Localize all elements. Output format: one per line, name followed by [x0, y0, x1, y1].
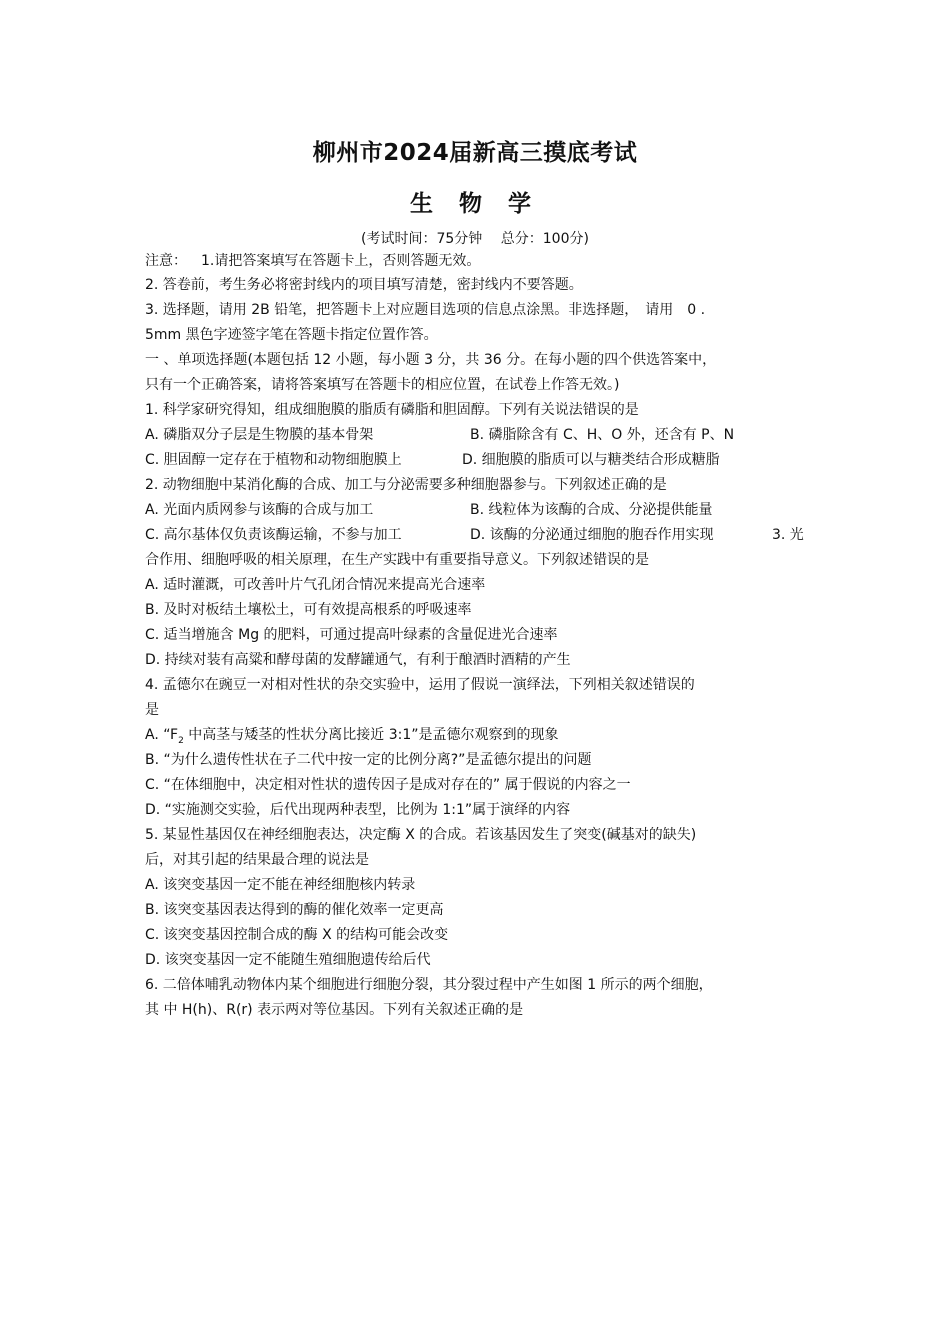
q4-option-a-post: 中高茎与矮茎的性状分离比接近 3:1”是孟德尔观察到的现象	[183, 727, 559, 743]
q4-stem-1: 4. 孟德尔在豌豆一对相对性状的杂交实验中，运用了假说一演绎法，下列相关叙述错误的	[145, 677, 695, 693]
q1-option-a: A. 磷脂双分子层是生物膜的基本骨架	[145, 427, 374, 443]
q1-option-c: C. 胆固醇一定存在于植物和动物细胞膜上	[145, 452, 402, 468]
note-line-3b: 5mm 黑色字迹签字笔在答题卡指定位置作答。	[145, 327, 438, 343]
q2-stem: 2. 动物细胞中某消化酶的合成、加工与分泌需要多种细胞器参与。下列叙述正确的是	[145, 477, 667, 493]
q3-option-a: A. 适时灌溉，可改善叶片气孔闭合情况来提高光合速率	[145, 577, 486, 593]
q3-stem-start: 3. 光	[772, 527, 804, 543]
q4-option-c: C. “在体细胞中，决定相对性状的遗传因子是成对存在的” 属于假说的内容之一	[145, 777, 631, 793]
q3-option-c: C. 适当增施含 Mg 的肥料，可通过提高叶绿素的含量促进光合速率	[145, 627, 558, 643]
subject-title: 生 物 学	[409, 191, 540, 217]
q2-option-d: D. 该酶的分泌通过细胞的胞吞作用实现	[470, 527, 714, 543]
note-label: 注意：	[145, 253, 187, 269]
q1-option-d: D. 细胞膜的脂质可以与糖类结合形成糖脂	[462, 452, 720, 468]
q4-option-a-pre: A. “F	[145, 727, 179, 743]
q6-stem-1: 6. 二倍体哺乳动物体内某个细胞进行细胞分裂，其分裂过程中产生如图 1 所示的两个细胞，	[145, 977, 713, 993]
q6-stem-2: 其 中 H(h)、R(r) 表示两对等位基因。下列有关叙述正确的是	[145, 1002, 524, 1018]
q3-stem: 合作用、细胞呼吸的相关原理，在生产实践中有重要指导意义。下列叙述错误的是	[145, 552, 649, 568]
q3-option-b: B. 及时对板结土壤松土，可有效提高根系的呼吸速率	[145, 602, 472, 618]
q5-option-d: D. 该突变基因一定不能随生殖细胞遗传给后代	[145, 952, 431, 968]
section-line-2: 只有一个正确答案，请将答案填写在答题卡的相应位置，在试卷上作答无效。)	[145, 377, 620, 393]
q3-option-d: D. 持续对装有高粱和酵母菌的发酵罐通气，有利于酿酒时酒精的产生	[145, 652, 571, 668]
q4-option-b: B. “为什么遗传性状在子二代中按一定的比例分离?”是孟德尔提出的问题	[145, 752, 592, 768]
note-line-2: 2. 答卷前，考生务必将密封线内的项目填写清楚，密封线内不要答题。	[145, 277, 583, 293]
q2-option-a: A. 光面内质网参与该酶的合成与加工	[145, 502, 374, 518]
q5-option-c: C. 该突变基因控制合成的酶 X 的结构可能会改变	[145, 927, 449, 943]
section-line-1: 一 、单项选择题(本题包括 12 小题，每小题 3 分，共 36 分。在每小题的四个供选答案中，	[145, 352, 717, 368]
note-text: 1.请把答案填写在答题卡上，否则答题无效。	[201, 253, 481, 269]
q1-stem: 1. 科学家研究得知，组成细胞膜的脂质有磷脂和胆固醇。下列有关说法错误的是	[145, 402, 639, 418]
q2-option-c: C. 高尔基体仅负责该酶运输，不参与加工	[145, 527, 402, 543]
q2-option-b: B. 线粒体为该酶的合成、分泌提供能量	[470, 502, 713, 518]
q5-option-a: A. 该突变基因一定不能在神经细胞核内转录	[145, 877, 416, 893]
page-title: 柳州市2024届新高三摸底考试	[312, 140, 638, 166]
note-line-3a: 3. 选择题，请用 2B 铅笔，把答题卡上对应题目选项的信息点涂黑。非选择题， 请用 0 .	[145, 302, 706, 318]
exam-info: (考试时间：75分钟 总分：100分)	[361, 231, 589, 247]
q5-stem-2: 后，对其引起的结果最合理的说法是	[145, 852, 369, 868]
q5-stem-1: 5. 某显性基因仅在神经细胞表达，决定酶 X 的合成。若该基因发生了突变(碱基对的缺失)	[145, 827, 697, 843]
q4-option-a	[145, 725, 559, 751]
q4-option-a-sub: 2	[178, 735, 184, 746]
q4-option-d: D. “实施测交实验，后代出现两种表型，比例为 1:1”属于演绎的内容	[145, 802, 571, 818]
q1-option-b: B. 磷脂除含有 C、H、O 外，还含有 P、N	[470, 427, 735, 443]
note-line-1	[145, 251, 480, 271]
q4-stem-2: 是	[145, 702, 159, 718]
q5-option-b: B. 该突变基因表达得到的酶的催化效率一定更高	[145, 902, 444, 918]
